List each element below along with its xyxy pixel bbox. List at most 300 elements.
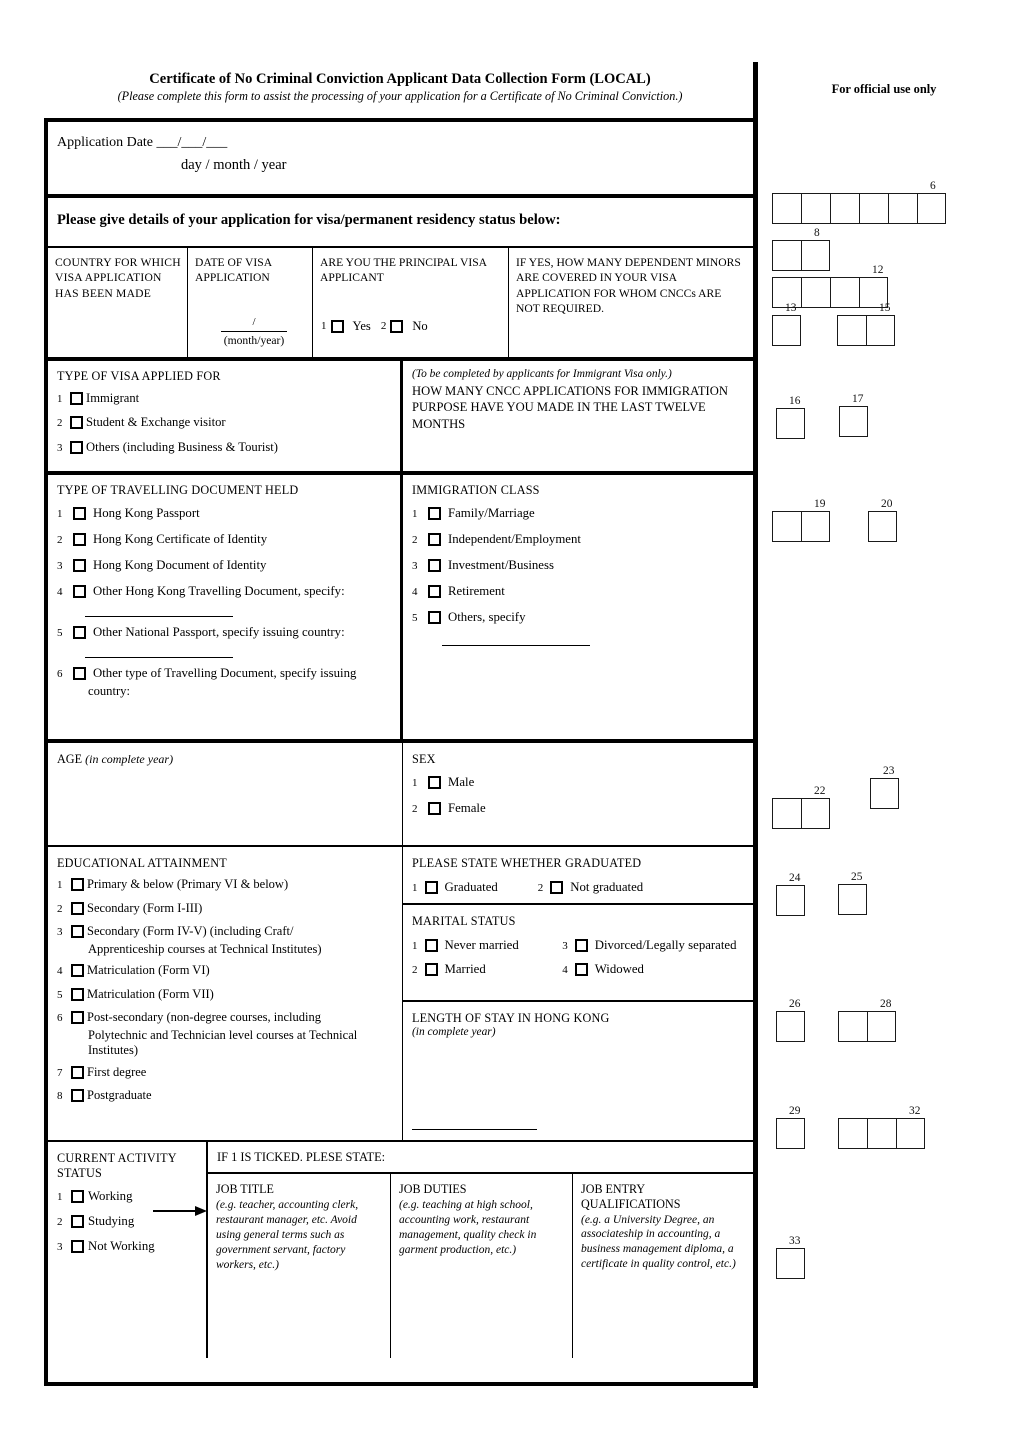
job-details-block [208,1142,753,1358]
official-box-number: 32 [909,1105,921,1117]
official-box-cell[interactable] [830,193,859,224]
official-box-number: 19 [814,498,826,510]
official-box-number: 20 [881,498,893,510]
country-label: country: [88,683,130,698]
official-box-cell[interactable] [776,1118,805,1149]
checkbox-edu-matriculation-6[interactable] [71,963,84,981]
official-box-cells[interactable] [868,511,897,542]
official-use-label: For official use only [831,82,937,96]
official-box-group-20[interactable] [868,498,897,542]
official-box-cell[interactable] [772,193,801,224]
checkbox-visa-type-immigrant[interactable] [70,391,83,408]
option-label: Investment/Business [448,557,554,572]
education-option[interactable] [57,1010,396,1028]
cncc-count-block [403,361,753,471]
application-date-hint: day / month / year [181,157,287,173]
form-container [44,118,756,1386]
option-number: 3 [57,441,63,454]
option-number: 6 [57,1012,63,1024]
education-option[interactable] [57,877,396,895]
official-box-cell[interactable] [866,315,895,346]
job-duties-column[interactable] [391,1174,573,1358]
education-section [48,847,753,1142]
education-option-3-continuation: Apprenticeship courses at Technical Institutes) [88,941,322,956]
option-label: Widowed [594,962,644,976]
option-number: 1 [412,777,418,789]
official-box-cell[interactable] [772,240,801,271]
option-label: Studying [88,1214,135,1228]
education-option[interactable] [57,963,396,981]
checkbox-studying[interactable] [71,1214,84,1231]
option-label: Married [444,962,486,976]
option-number: 3 [562,939,568,952]
visa-details-heading: Please give details of your application for visa/permanent residency status below: [57,212,561,228]
checkbox-visa-type-student[interactable] [70,415,83,432]
option-label: Other type of Travelling Document, specify issuing [93,665,357,680]
travel-doc-option[interactable] [57,506,394,524]
checkbox-family-marriage[interactable] [428,506,441,524]
travel-document-block [48,475,403,739]
official-box-cell[interactable] [838,884,867,915]
education-right-stack [403,847,753,1140]
option-number: 1 [57,508,63,520]
official-box-cell[interactable] [837,315,866,346]
option-number: 1 [412,939,418,952]
immigration-class-option[interactable] [412,558,745,576]
option-number: 4 [57,965,63,977]
option-number: 1 [412,508,418,520]
column-minors-label: IF YES, HOW MANY DEPENDENT MINORS ARE COVERED IN YOUR VISA APPLICATION FOR WHOM CNCCs ARE NOT REQUIRED. [516,256,741,315]
checkbox-edu-postgraduate[interactable] [71,1088,84,1106]
checkbox-never-married[interactable] [425,939,438,952]
checkbox-immigration-others[interactable] [428,610,441,628]
page-subtitle: (Please complete this form to assist the processing of your application for a Certificate of No Criminal Conviction.) [117,89,683,104]
checkbox-principal-yes[interactable] [331,320,344,333]
official-box-cell[interactable] [776,1248,805,1279]
checkbox-sex-male[interactable] [428,775,441,793]
official-box-cells[interactable] [776,885,805,916]
option-number: 1 [57,879,63,891]
official-box-cells[interactable] [838,1011,896,1042]
option-number: 4 [562,963,568,976]
principal-applicant-options [321,318,438,335]
checkbox-hk-passport[interactable] [73,506,86,524]
graduated-title: PLEASE STATE WHETHER GRADUATED [412,856,642,870]
official-box-cells[interactable] [772,798,830,829]
official-box-cell[interactable] [772,511,801,542]
activity-status-section [48,1142,753,1358]
option-label: Graduated [444,880,498,894]
immigration-class-block [403,475,753,739]
job-columns [208,1174,753,1358]
option-label: Others (including Business & Tourist) [86,439,278,454]
sex-block [403,743,753,845]
checkbox-edu-secondary-4-5[interactable] [71,924,84,942]
official-box-cell[interactable] [776,885,805,916]
travel-doc-option[interactable] [57,584,394,602]
principal-no-label: No [412,319,428,334]
official-box-cell[interactable] [801,511,830,542]
option-label: Not Working [88,1239,155,1253]
option-label: Immigrant [86,391,140,405]
checkbox-sex-female[interactable] [428,801,441,819]
option-label: Matriculation (Form VI) [87,963,210,977]
application-date-label: Application Date ___/___/___ [57,135,228,150]
official-box-number: 24 [789,872,801,884]
option-number: 6 [57,667,63,680]
age-hint: (in complete year) [85,752,174,766]
age-label: AGE [57,752,83,766]
application-date-section [48,122,753,198]
official-box-cells[interactable] [870,778,899,809]
official-box-cell[interactable] [839,406,868,437]
principal-yes-number: 1 [321,320,327,333]
column-date-label: DATE OF VISA APPLICATION [195,256,272,285]
job-entry-example: (e.g. a University Degree, an associateship in accounting, a business management diploma, a certificate in quality control, etc.) [581,1213,736,1271]
title-block [44,70,756,105]
job-entry-heading: JOB ENTRY QUALIFICATIONS [581,1182,681,1211]
marital-row-2 [412,953,745,977]
official-box-group-29[interactable] [776,1105,805,1149]
checkbox-retirement[interactable] [428,584,441,602]
education-title: EDUCATIONAL ATTAINMENT [57,856,227,870]
immigration-class-option[interactable] [412,532,745,550]
checkbox-edu-primary[interactable] [71,877,84,895]
official-box-group-22[interactable] [772,785,830,829]
official-box-cell[interactable] [868,511,897,542]
option-label: Other Hong Kong Travelling Document, specify: [93,583,345,598]
education-option[interactable] [57,1065,396,1083]
visa-details-columns [48,248,753,361]
marital-cell [562,929,745,953]
visa-type-option[interactable] [57,440,394,457]
option-label: Other National Passport, specify issuing country: [93,624,345,639]
activity-option[interactable] [57,1189,202,1206]
option-number: 3 [57,926,63,938]
official-box-cell[interactable] [870,778,899,809]
official-box-number: 17 [852,393,864,405]
option-number: 3 [57,559,63,572]
immigration-class-option[interactable] [412,584,745,602]
immigration-others-input[interactable] [442,645,590,646]
option-label: Hong Kong Passport [93,506,200,520]
page-title: Certificate of No Criminal Conviction Applicant Data Collection Form (LOCAL) [149,71,651,87]
visa-type-option[interactable] [57,415,394,432]
activity-status-block [48,1142,208,1358]
job-duties-heading: JOB DUTIES [399,1182,467,1196]
option-number: 2 [57,417,63,430]
official-box-cells[interactable] [776,1011,805,1042]
activity-status-title: CURRENT ACTIVITY STATUS [57,1151,177,1180]
checkbox-graduated-no[interactable] [550,881,563,894]
checkbox-edu-first-degree[interactable] [71,1065,84,1083]
option-number: 8 [57,1090,63,1102]
column-dependent-minors [509,248,753,357]
official-box-number: 29 [789,1105,801,1117]
checkbox-other-travel-doc-type[interactable] [73,666,86,684]
marital-cell [412,929,562,953]
travel-doc-option[interactable] [57,666,394,684]
official-box-number: 12 [872,264,884,276]
official-box-cell[interactable] [838,1011,867,1042]
official-box-group-32[interactable] [838,1105,925,1149]
date-entry-field[interactable] [208,315,300,348]
option-number: 1 [57,1191,63,1203]
option-label: Retirement [448,583,505,598]
checkbox-edu-matriculation-7[interactable] [71,987,84,1005]
official-box-group-33[interactable] [776,1235,805,1279]
visa-type-option[interactable] [57,391,394,408]
official-box-group-25[interactable] [838,871,867,915]
graduated-block [403,847,753,905]
official-box-group-19[interactable] [772,498,830,542]
official-box-number: 28 [880,998,892,1010]
option-number: 1 [57,393,63,405]
official-box-number: 6 [930,180,936,192]
official-box-cells[interactable] [772,240,830,271]
option-number: 2 [57,1216,63,1228]
age-sex-section [48,743,753,847]
education-option[interactable] [57,1088,396,1106]
marital-option[interactable] [412,938,562,953]
education-option[interactable] [57,987,396,1005]
checkbox-graduated-yes[interactable] [425,881,438,894]
column-principal-label: ARE YOU THE PRINCIPAL VISA APPLICANT [320,256,487,285]
option-label: Secondary (Form I-III) [87,900,203,915]
checkbox-investment-business[interactable] [428,558,441,576]
official-box-cells[interactable] [839,406,868,437]
official-box-cell[interactable] [896,1118,925,1149]
checkbox-working[interactable] [71,1189,84,1206]
option-label: First degree [87,1064,147,1079]
official-box-group-15[interactable] [837,302,895,346]
option-number: 2 [57,533,63,546]
official-box-cell[interactable] [801,277,830,308]
option-label: Not graduated [570,880,644,894]
immigration-class-option[interactable] [412,506,745,524]
official-box-cell[interactable] [867,1011,896,1042]
option-number: 4 [412,585,418,598]
checkbox-not-working[interactable] [71,1239,84,1256]
other-hk-travel-doc-input[interactable] [85,616,233,617]
official-box-cell[interactable] [830,277,859,308]
option-label: Male [448,775,475,789]
arrow-right-icon [153,1206,209,1216]
age-title [57,752,396,767]
official-box-cells[interactable] [772,193,946,224]
official-box-cell[interactable] [917,193,946,224]
cncc-question: HOW MANY CNCC APPLICATIONS FOR IMMIGRATION PURPOSE HAVE YOU MADE IN THE LAST TWELVE MONTHS [412,384,728,431]
date-hint: (month/year) [223,333,285,347]
checkbox-edu-post-secondary[interactable] [71,1010,84,1028]
official-box-cells[interactable] [838,1118,925,1149]
checkbox-married[interactable] [425,963,438,976]
official-box-group-26[interactable] [776,998,805,1042]
option-number: 2 [537,881,544,894]
marital-option[interactable] [562,962,745,977]
official-box-number: 15 [879,302,891,314]
official-box-number: 26 [789,998,801,1010]
official-box-cell[interactable] [772,798,801,829]
immigration-class-title: IMMIGRATION CLASS [412,483,540,497]
official-box-cells[interactable] [837,315,895,346]
option-label: Secondary (Form IV-V) (including Craft/ [87,924,294,938]
job-title-example: (e.g. teacher, accounting clerk, restaurant manager, etc. Avoid using general terms such as government servant, factory workers, etc.) [216,1198,359,1271]
if-1-ticked-label: IF 1 IS TICKED. PLESE STATE: [208,1142,753,1174]
official-box-group-13[interactable] [772,302,801,346]
checkbox-other-hk-travel-doc[interactable] [73,584,86,602]
official-box-cell[interactable] [859,193,888,224]
visa-type-section [48,361,753,475]
age-block [48,743,403,845]
option-number: 3 [412,559,418,572]
activity-option[interactable] [57,1214,202,1231]
sex-title: SEX [412,752,436,766]
marital-option[interactable] [562,938,745,953]
option-label: Never married [444,938,519,952]
option-label: Post-secondary (non-degree courses, including [87,1010,321,1024]
checkbox-independent-employment[interactable] [428,532,441,550]
travel-document-title: TYPE OF TRAVELLING DOCUMENT HELD [57,483,299,497]
option-label: Female [448,800,486,815]
official-box-group-28[interactable] [838,998,896,1042]
travel-document-section [48,475,753,743]
option-label: Working [88,1189,133,1203]
official-box-group-6[interactable] [772,180,946,224]
option-number: 2 [412,533,418,546]
option-label: Hong Kong Certificate of Identity [93,531,268,546]
official-box-cells[interactable] [838,884,867,915]
official-box-group-8[interactable] [772,227,830,271]
option-number: 3 [57,1241,63,1253]
option-label: Independent/Employment [448,531,581,546]
option-number: 1 [412,881,418,894]
length-of-stay-hint: (in complete year) [412,1026,496,1038]
official-box-group-24[interactable] [776,872,805,916]
official-box-number: 16 [789,395,801,407]
official-box-cell[interactable] [776,408,805,439]
travel-doc-option[interactable] [57,625,394,643]
option-number: 5 [57,988,63,1001]
graduated-options [412,880,745,895]
option-label: Matriculation (Form VII) [87,986,214,1001]
official-box-number: 22 [814,785,826,797]
official-box-cell[interactable] [838,1118,867,1149]
official-box-number: 25 [851,871,863,883]
official-box-cells[interactable] [776,408,805,439]
education-option[interactable] [57,924,396,942]
checkbox-other-national-passport[interactable] [73,625,86,643]
marital-cell [562,953,745,977]
length-of-stay-title: LENGTH OF STAY IN HONG KONG [412,1011,610,1025]
option-number: 2 [412,802,418,815]
marital-status-block [403,905,753,1002]
option-label: Postgraduate [87,1088,152,1102]
official-box-group-23[interactable] [870,765,899,809]
job-title-heading: JOB TITLE [216,1182,274,1196]
official-box-cell[interactable] [801,193,830,224]
option-label: Family/Marriage [448,506,535,520]
sex-option[interactable] [412,801,745,819]
education-option[interactable] [57,901,396,919]
checkbox-hk-document-identity[interactable] [73,558,86,576]
column-country-label: COUNTRY FOR WHICH VISA APPLICATION HAS BEEN MADE [55,256,181,300]
sex-option[interactable] [412,775,745,793]
checkbox-visa-type-others[interactable] [70,440,83,457]
official-box-cells[interactable] [776,1118,805,1149]
official-box-cell[interactable] [867,1118,896,1149]
marital-option[interactable] [412,962,562,977]
option-number: 2 [412,963,418,976]
other-national-passport-input[interactable] [85,657,233,658]
job-duties-example: (e.g. teaching at high school, accounting work, restaurant management, quality check in garment production, etc.) [399,1198,537,1256]
checkbox-widowed[interactable] [575,963,588,976]
travel-doc-option[interactable] [57,532,394,550]
official-box-cells[interactable] [772,511,830,542]
column-country-of-visa [48,248,188,357]
education-option-6-continuation: Polytechnic and Technician level courses at Technical Institutes) [88,1027,358,1057]
column-principal-applicant [313,248,509,357]
visa-type-block [48,361,403,471]
official-box-number: 13 [785,302,797,314]
official-box-cell[interactable] [776,1011,805,1042]
option-number: 2 [57,902,63,915]
checkbox-principal-no[interactable] [390,320,403,333]
official-box-cell[interactable] [888,193,917,224]
official-box-group-16[interactable] [776,395,805,439]
activity-option[interactable] [57,1239,202,1256]
official-box-cells[interactable] [772,315,801,346]
option-label: Primary & below (Primary VI & below) [87,877,289,891]
option-number: 5 [57,626,63,639]
official-box-cell[interactable] [801,798,830,829]
visa-details-heading-section [48,198,753,248]
checkbox-divorced-separated[interactable] [575,939,588,952]
immigration-class-option[interactable] [412,610,745,628]
principal-yes-label: Yes [352,319,371,334]
visa-type-title: TYPE OF VISA APPLIED FOR [57,369,221,383]
page-header [0,0,1020,112]
education-block [48,847,403,1140]
job-entry-qualifications-column[interactable] [573,1174,753,1358]
cncc-note: (To be completed by applicants for Immigrant Visa only.) [412,368,672,380]
marital-row-1 [412,929,745,953]
checkbox-edu-secondary-1-3[interactable] [71,901,84,919]
official-box-number: 8 [814,227,820,239]
official-box-group-17[interactable] [839,393,868,437]
official-box-number: 23 [883,765,895,777]
official-box-cells[interactable] [776,1248,805,1279]
option-label: Hong Kong Document of Identity [93,557,267,572]
marital-cell [412,953,562,977]
official-box-cell[interactable] [772,315,801,346]
other-travel-doc-country-row [88,684,394,699]
checkbox-hk-certificate-identity[interactable] [73,532,86,550]
length-of-stay-block [403,1002,753,1140]
length-of-stay-input[interactable] [412,1129,537,1130]
official-box-number: 33 [789,1235,801,1247]
option-label: Others, specify [448,609,526,624]
marital-status-title: MARITAL STATUS [412,914,516,928]
principal-no-number: 2 [380,320,387,333]
official-box-cell[interactable] [801,240,830,271]
option-number: 7 [57,1066,63,1079]
travel-doc-option[interactable] [57,558,394,576]
job-title-column[interactable] [208,1174,391,1358]
date-slash: / [221,315,287,332]
option-label: Divorced/Legally separated [594,938,737,952]
column-date-of-visa [188,248,313,357]
